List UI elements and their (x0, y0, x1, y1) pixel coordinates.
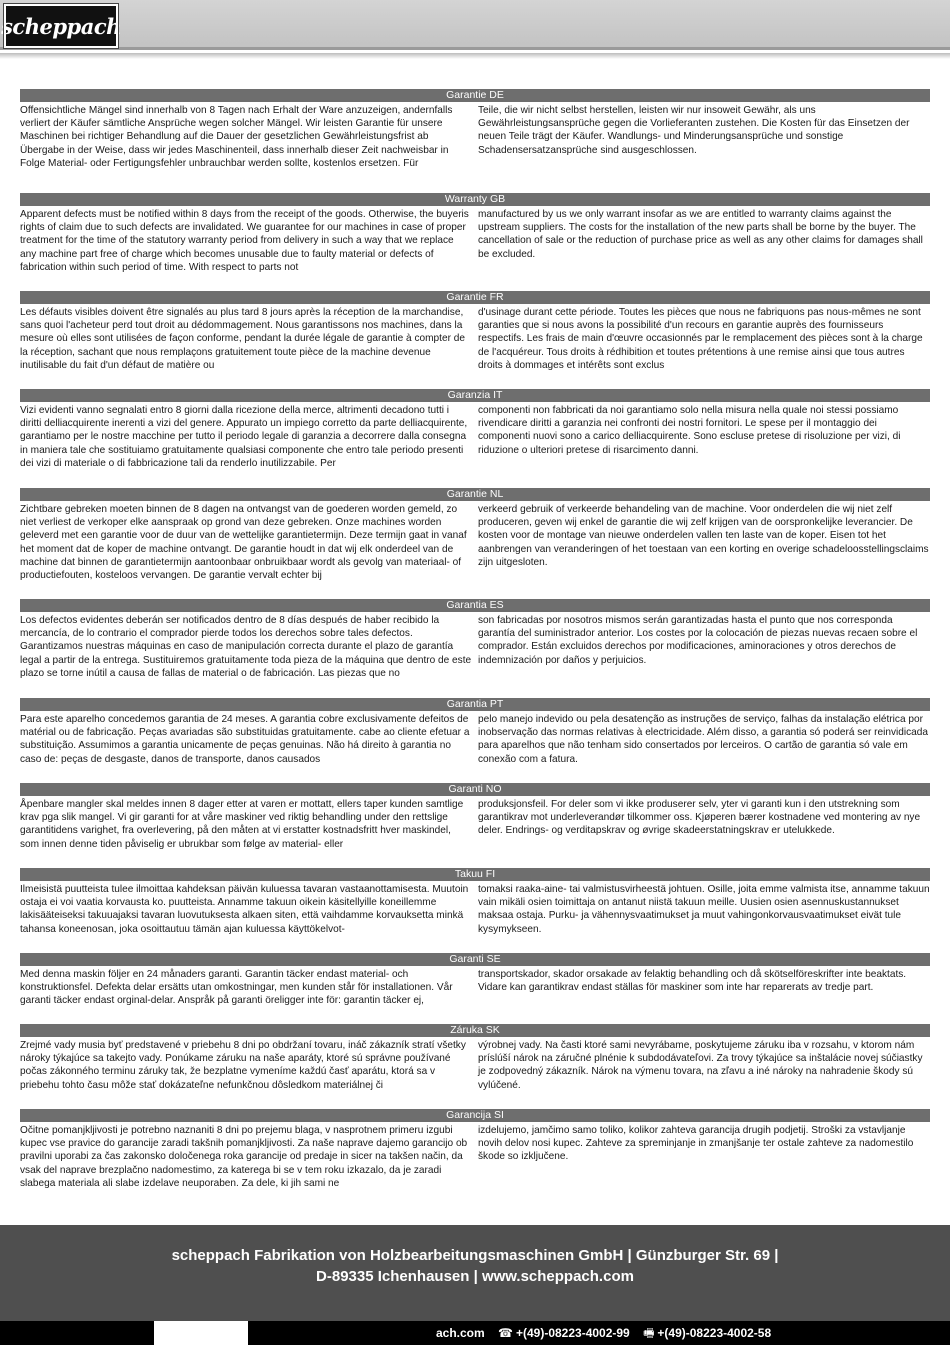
contact-bar-blank-box (154, 1321, 248, 1345)
section-text-right: componenti non fabbricati da noi garantiamo solo nella misura nella quale noi stessi possiamo rivendicare diritti a garanzia nei confronti dei nostri fornitori. Le spese per il montaggio dei componenti nuovi sono a carico delliacquirente. Sono escluse pretese di risoluzione per vizi, di riduzione o ulteriori pretese di risarcimento danni. (478, 405, 901, 456)
warranty-section-no (20, 783, 930, 851)
logo-text: scheppach (1, 13, 121, 39)
section-text-right: d'usinage durant cette période. Toutes les pièces que nous ne fabriquons pas nous-mêmes ne sont garanties que si nous avons la possibilité d'un recours en garantie auprès des fournisseurs respectifs. Les frais de main d'œuvre occasionnés par le remplacement des pièces sont à la charge de l'acquéreur. Tous droits à rédhibition et toutes prétentions à une remise ainsi que tous autres droits à dommages et intérêts sont exclus (478, 307, 923, 371)
section-text-left: Zichtbare gebreken moeten binnen de 8 dagen na ontvangst van de goederen worden gemeld, zo niet verliest de verkoper elke aanspraak op grond van deze gebreken. Onze machines worden geleverd met een garantie voor de duur van de wettelijke garantietermijn. Deze termijn gaat in vanaf het moment dat de koper de machine ontvangt. De garantie houdt in dat wij elk onderdeel van de machine dat binnen de garantietermijn aantoonbaar onbruikbaar wordt als gevolg van materiaal- of productiefouten, kosteloos vervangen. De garantie vervalt echter bij (20, 504, 467, 582)
warranty-section-si (20, 1109, 930, 1190)
section-text-right: produksjonsfeil. For deler som vi ikke produserer selv, yter vi garanti kun i den utstrekning som garantikrav mot underleverandør tilkommer oss. Kjøperen bærer kostnadene ved montering av nye deler. Endrings- og verditapskrav og øvrige skadeerstatningskrav er utelukkede. (478, 799, 921, 837)
company-address-line1: scheppach Fabrikation von Holzbearbeitungsmaschinen GmbH | Günzburger Str. 69 | (171, 1247, 779, 1264)
warranty-section-pt (20, 698, 930, 766)
section-title: Garantie FR (20, 291, 930, 304)
section-text-left: Med denna maskin följer en 24 månaders garanti. Garantin täcker endast material- och konstruktionsfel. Defekta delar ersätts utan omkostningar, men kunden står för installationen. Vår garanti täcker endast orginal-delar. Anspråk på garanti öreligger inte för: garantin täcker ej, (20, 969, 453, 1007)
website-link[interactable]: ach.com (436, 1326, 485, 1340)
section-text-right: manufactured by us we only warrant insofar as we are entitled to warranty claims against the upstream suppliers. The costs for the installation of the new parts shall be borne by the buyer. The cancellation of sale or the reduction of purchase price as well as any other claims for damages shall be excluded. (478, 209, 923, 260)
section-title: Garanzia IT (20, 389, 930, 402)
warranty-section-de (20, 89, 930, 170)
section-text-left: Apparent defects must be notified within 8 days from the receipt of the goods. Otherwise, the buyeris rights of claim due to such defects are invalidated. We guarantee for our machines in case of proper treatment for the time of the statutory warranty period from delivery in such a way that we replace any machine part free of charge which becomes unusable due to faulty material or defects of fabrication within such period of time. With respect to parts not (20, 209, 469, 273)
section-text-left: Los defectos evidentes deberán ser notificados dentro de 8 días después de haber recibido la mercancía, de lo contrario el comprador pierde todos los derechos sobre tales defectos. Garantizamos nuestras máquinas en caso de manipulación correcta durante el plazo de garantía legal a partir de la entrega. Sustituiremos gratuitamente toda pieza de la máquina que dentro de este plazo se torne inútil a causa de fallas de material o de fabricación. Las piezas que no (20, 615, 472, 679)
phone-icon: ☎ (498, 1326, 513, 1340)
section-text-left: Ilmeisistä puutteista tulee ilmoittaa kahdeksan päivän kuluessa tavaran vastaanottamisesta. Muutoin ostaja ei voi vaatia korvausta ko. puutteista. Annamme takuun oikein käsitellyille koneillemme lakisääteiseksi takuuajaksi tavaran luovutuksesta alkaen siten, että vaihdamme korvauksetta minkä tahansa koneenosan, joka osoittautuu tämän ajan kuluessa käyttökelvot- (20, 884, 469, 935)
header-shadow (0, 53, 950, 59)
section-text-right: Teile, die wir nicht selbst herstellen, leisten wir nur insoweit Gewähr, als uns Gewährleistungsansprüche gegen die Vorlieferanten zustehen. Die Kosten für das Einsetzen der neuen Teile trägt der Käufer. Wandlungs- und Minderungsansprüche und sonstige Schadensersatzansprüche sind ausgeschlossen. (478, 105, 910, 156)
section-title: Garantia PT (20, 698, 930, 711)
fax-number: +(49)-08223-4002-58 (657, 1326, 772, 1340)
section-text-right: izdelujemo, jamčimo samo toliko, kolikor zahteva garancija drugih podjetij. Stroški za vstavljanje novih delov nosi kupec. Zahteve za spreminjanje in zmanjšanje ter ostale zahteve za nadomestilo škode so izključene. (478, 1125, 914, 1163)
scheppach-logo (1, 4, 121, 48)
section-text-left: Zrejmé vady musia byť predstavené v priebehu 8 dni po obdržaní tovaru, ináč zákazník stratí všetky nároky týkajúce sa takejto vady. Ponúkame záruku na naše aparáty, ktoré sú správne používané počas zákonného terminu záruky tak, že bezplatne vymeníme každú časť aparátu, ktorá sa v priebehu tohto času môže stať dokázateľne nefunkčnou dôsledkom materiálnej či (20, 1040, 466, 1091)
section-text-right: transportskador, skador orsakade av felaktig behandling och då skötselföreskrifter inte beaktats. Vidare kan garantikrav endast ställas för maskiner som inte har reparerats av tredje part. (478, 969, 907, 994)
section-title: Garantia ES (20, 599, 930, 612)
section-title: Garancija SI (20, 1109, 930, 1122)
section-text-right: výrobnej vady. Na časti ktoré sami nevyrábame, poskytujeme záruku iba v rozsahu, v ktorom nám príslúší nárok na záručné plnénie k subdodávateľovi. Za trovy týkajúce sa inštalácie novej súčiastky je zodpovedný zákazník. Nárok na výmenu tovara, na zľavu a iné nároky na nahradenie škody sú vylúčené. (478, 1040, 923, 1091)
section-text-right: pelo manejo indevido ou pela desatenção as instruções de serviço, falhas da instalação elétrica por inobservação das normas relativas à electricidade. Além disso, a garantia só poderá ser reinvidicada para aparelhos que não tenham sido consertados por lerceiros. O cartão de garantia só vale em conexão com a fatura. (478, 714, 928, 765)
warranty-section-gb (20, 193, 930, 274)
warranty-section-nl (20, 488, 930, 582)
section-text-left: Vizi evidenti vanno segnalati entro 8 giorni dalla ricezione della merce, altrimenti decadono tutti i diritti delliacquirente inerenti a vizi del genere. Appurato un impiego corretto da parte delliacquirente, garantiamo per le nostre macchine per tutto il periodo legale di garanzia a decorrere dalla consegna in maniera tale che sostituiamo gratuitamente qualsiasi componente che entro tale periodo presenti dei vizi di materiale o di fabbricazione tali da renderlo inutilizzabile. Per (20, 405, 468, 469)
warranty-section-fi (20, 868, 930, 936)
header-bar (0, 0, 950, 50)
section-title: Warranty GB (20, 193, 930, 206)
fax-icon: 🖷 (643, 1326, 655, 1340)
section-title: Garanti SE (20, 953, 930, 966)
section-title: Záruka SK (20, 1024, 930, 1037)
warranty-section-it (20, 389, 930, 470)
warranty-section-fr (20, 291, 930, 372)
section-text-left: Offensichtliche Mängel sind innerhalb von 8 Tagen nach Erhalt der Ware anzuzeigen, andernfalls verliert der Käufer sämtliche Ansprüche wegen solcher Mängel. Wir leisten Garantie für unsere Maschinen bei richtiger Behandlung auf die Dauer der gesetzlichen Gewährleistungsfrist ab Übergabe in der Weise, dass wir jedes Maschinenteil, dass innerhalb dieser Zeit nachweisbar in Folge Material- oder Fertigungsfehler unbrauchbar werden sollte, kostenlos ersetzen. Für (20, 105, 453, 169)
section-text-right: son fabricadas por nosotros mismos serán garantizadas hasta el punto que nos corresponda garantía del suministrador anterior. Los costes por la colocación de piezas nuevas recaen sobre el comprador. Están excluidos derechos por modificaciones, aminoraciones y otros derechos de indemnización por daños y perjuicios. (478, 615, 918, 666)
section-text-left: Åpenbare mangler skal meldes innen 8 dager etter at varen er mottatt, ellers taper kunden samtlige krav pga slik mangel. Vi gir garanti for at våre maskiner ved riktig behandling under den rettslige garantitidens varighet, fra overlevering, på den måten at vi erstatter kostnadsfritt hver maskindel, som innen denne tiden påviselig er ubrukbar som følge av material- eller (20, 799, 464, 850)
warranty-section-es (20, 599, 930, 680)
footer-company-block (0, 1225, 950, 1321)
section-text-left: Para este aparelho concedemos garantia de 24 meses. A garantia cobre exclusivamente defeitos de matérial ou de fabricação. Peças avariadas são substituidas gratuitamente. cabe ao cliente efetuar a substituição. Assumimos a garantia unicamente de peças genuinas. Não há direito à garantia no caso de: peças de desgaste, danos de transporte, danos causados (20, 714, 470, 765)
section-text-left: Les défauts visibles doivent être signalés au plus tard 8 jours après la réception de la marchandise, sans quoi l'acheteur perd tout droit au dédommagement. Nous garantissons nos machines, dans la mesure où elles sont utilisées de façon conforme, pendant la durée légale de garantie à compter de la réception, sachant que nous remplaçons gratuitement toute pièce de la machine devenue inutilisable du fait d'un défaut de matière ou (20, 307, 465, 371)
company-address-line2: D-89335 Ichenhausen | www.scheppach.com (316, 1268, 634, 1285)
section-title: Garantie NL (20, 488, 930, 501)
section-title: Garantie DE (20, 89, 930, 102)
section-text-left: Očitne pomanjkljivosti je potrebno naznaniti 8 dni po prejemu blaga, v nasprotnem primeru izgubi kupec vse pravice do garancije zaradi takšnih pomanjkljivosti. Za naše naprave dajemo garancijo ob pravilni uporabi za čas zakonsko določenega roka garancije od predaje in sicer na takšen način, da vsak del naprave brezplačno nadomestimo, za katerega bi se v tem roku izkazalo, da je zaradi slabega materiala ali slabe izdelave neuporaben. Za dele, ki jih sami ne (20, 1125, 468, 1189)
contact-bar (0, 1321, 950, 1345)
section-title: Takuu FI (20, 868, 930, 881)
section-text-right: verkeerd gebruik of verkeerde behandeling van de machine. Voor onderdelen die wij niet zelf produceren, geven wij enkel de garantie die wij zelf krijgen van de oorspronkelijke leverancier. De kosten voor de montage van nieuwe onderdelen vallen ten laste van de koper. Eisen tot het aanbrengen van veranderingen of het toestaan van een korting en overige schadeloosstellingsclaims zijn uitgesloten. (478, 504, 929, 568)
warranty-section-se (20, 953, 930, 1008)
warranty-section-sk (20, 1024, 930, 1092)
phone-number: +(49)-08223-4002-99 (515, 1326, 630, 1340)
section-text-right: tomaksi raaka-aine- tai valmistusvirheestä johtuen. Osille, joita emme valmista itse, annamme takuun vain mikäli osien toimittaja on antanut niistä takuun meille. Uusien osien asennuskustannukset maksaa ostaja. Purku- ja vähennysvaatimukset ja muut vahingonkorvausvaatimukset eivät tule kysymykseen. (478, 884, 930, 935)
section-title: Garanti NO (20, 783, 930, 796)
contact-info (436, 1321, 771, 1345)
